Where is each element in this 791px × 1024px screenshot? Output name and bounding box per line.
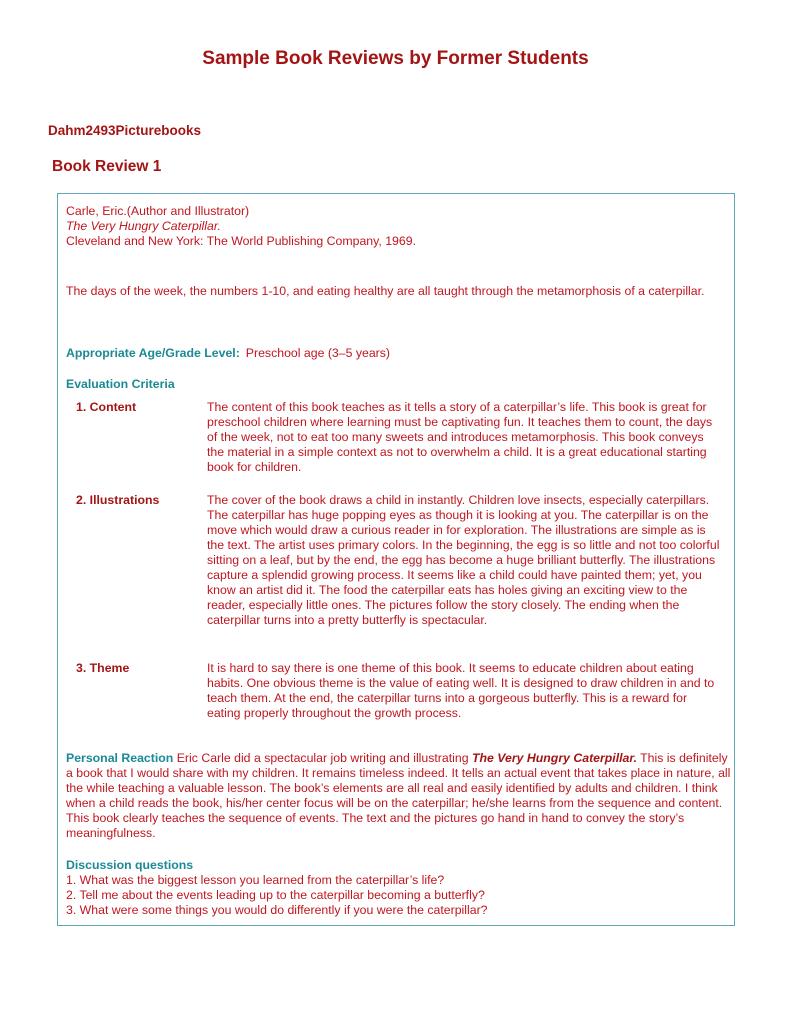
- book-summary: The days of the week, the numbers 1-10, and eating healthy are all taught through the metamorphosis of a caterpillar.: [66, 284, 705, 298]
- citation-title: The Very Hungry Caterpillar.: [66, 219, 221, 233]
- age-grade-value: Preschool age (3–5 years): [245, 346, 391, 360]
- page-title: Sample Book Reviews by Former Students: [202, 48, 589, 69]
- personal-reaction-label: Personal Reaction: [66, 751, 174, 765]
- discussion-question: 3. What were some things you would do differently if you were the caterpillar?: [66, 903, 488, 917]
- age-grade-label: Appropriate Age/Grade Level:: [66, 346, 240, 360]
- discussion-list: [66, 873, 488, 918]
- citation: [66, 204, 416, 249]
- discussion-question: 1. What was the biggest lesson you learned from the caterpillar’s life?: [66, 873, 445, 887]
- discussion-question: 2. Tell me about the events leading up to the caterpillar becoming a butterfly?: [66, 888, 485, 902]
- personal-reaction-book-title: The Very Hungry Caterpillar.: [472, 751, 637, 765]
- review-heading: Book Review 1: [52, 158, 162, 175]
- course-label: Dahm2493Picturebooks: [48, 123, 202, 138]
- criterion-label-theme: 3. Theme: [76, 661, 130, 675]
- criterion-text-theme: It is hard to say there is one theme of this book. It seems to educate children about eating habits. One obvious theme is the value of eating well. It is designed to draw children in and to teach them. At the end, the caterpillar turns into a gorgeous butterfly. This is a reward for eating properly throughout the growth process.: [207, 661, 715, 720]
- criterion-text-content: The content of this book teaches as it tells a story of a caterpillar’s life. This book is great for preschool children where learning must be captivating fun. It teaches them to count, the days of the week, not to eat too many sweets and introduces metamorphosis. This book conveys the material in a simple context as not to overwhelm a child. It is a great educational starting book for children.: [207, 400, 713, 474]
- criterion-label-content: 1. Content: [76, 400, 137, 414]
- review-box: [57, 193, 735, 926]
- discussion-heading: Discussion questions: [66, 858, 194, 872]
- personal-reaction-intro: Eric Carle did a spectacular job writing and illustrating: [176, 751, 469, 765]
- age-grade-row: [66, 346, 390, 361]
- criterion-label-illustrations: 2. Illustrations: [76, 493, 160, 507]
- citation-author: Carle, Eric.(Author and Illustrator): [66, 204, 250, 218]
- evaluation-heading: Evaluation Criteria: [66, 377, 175, 391]
- personal-reaction: [66, 751, 731, 841]
- personal-reaction-text: This is definitely a book that I would share with my children. It remains timeless indeed. It tells an actual event that takes place in nature, all the while teaching a valuable lesson. The book’s elements are all real and easily identified by adults and children. I think when a child reads the book, his/her center focus will be on the caterpillar; he/she learns from the sequence and content. This book clearly teaches the sequence of events. The text and the pictures go hand in hand to convey the story’s meaningfulness.: [66, 751, 731, 840]
- citation-publisher: Cleveland and New York: The World Publishing Company, 1969.: [66, 234, 416, 248]
- criterion-text-illustrations: The cover of the book draws a child in instantly. Children love insects, especially caterpillars. The caterpillar has huge popping eyes as though it is looking at you. The caterpillar is on the move which would draw a curious reader in for exploration. The illustrations are simple as is the text. The artist uses primary colors. In the beginning, the egg is so little and not too colorful sitting on a leaf, but by the end, the egg has become a huge brilliant butterfly. The illustrations capture a splendid growing process. It seems like a child could have painted them; yet, you know an artist did it. The food the caterpillar eats has holes giving an exciting view to the reader, especially little ones. The pictures follow the story closely. The ending when the caterpillar turns into a pretty butterfly is spectacular.: [207, 493, 720, 627]
